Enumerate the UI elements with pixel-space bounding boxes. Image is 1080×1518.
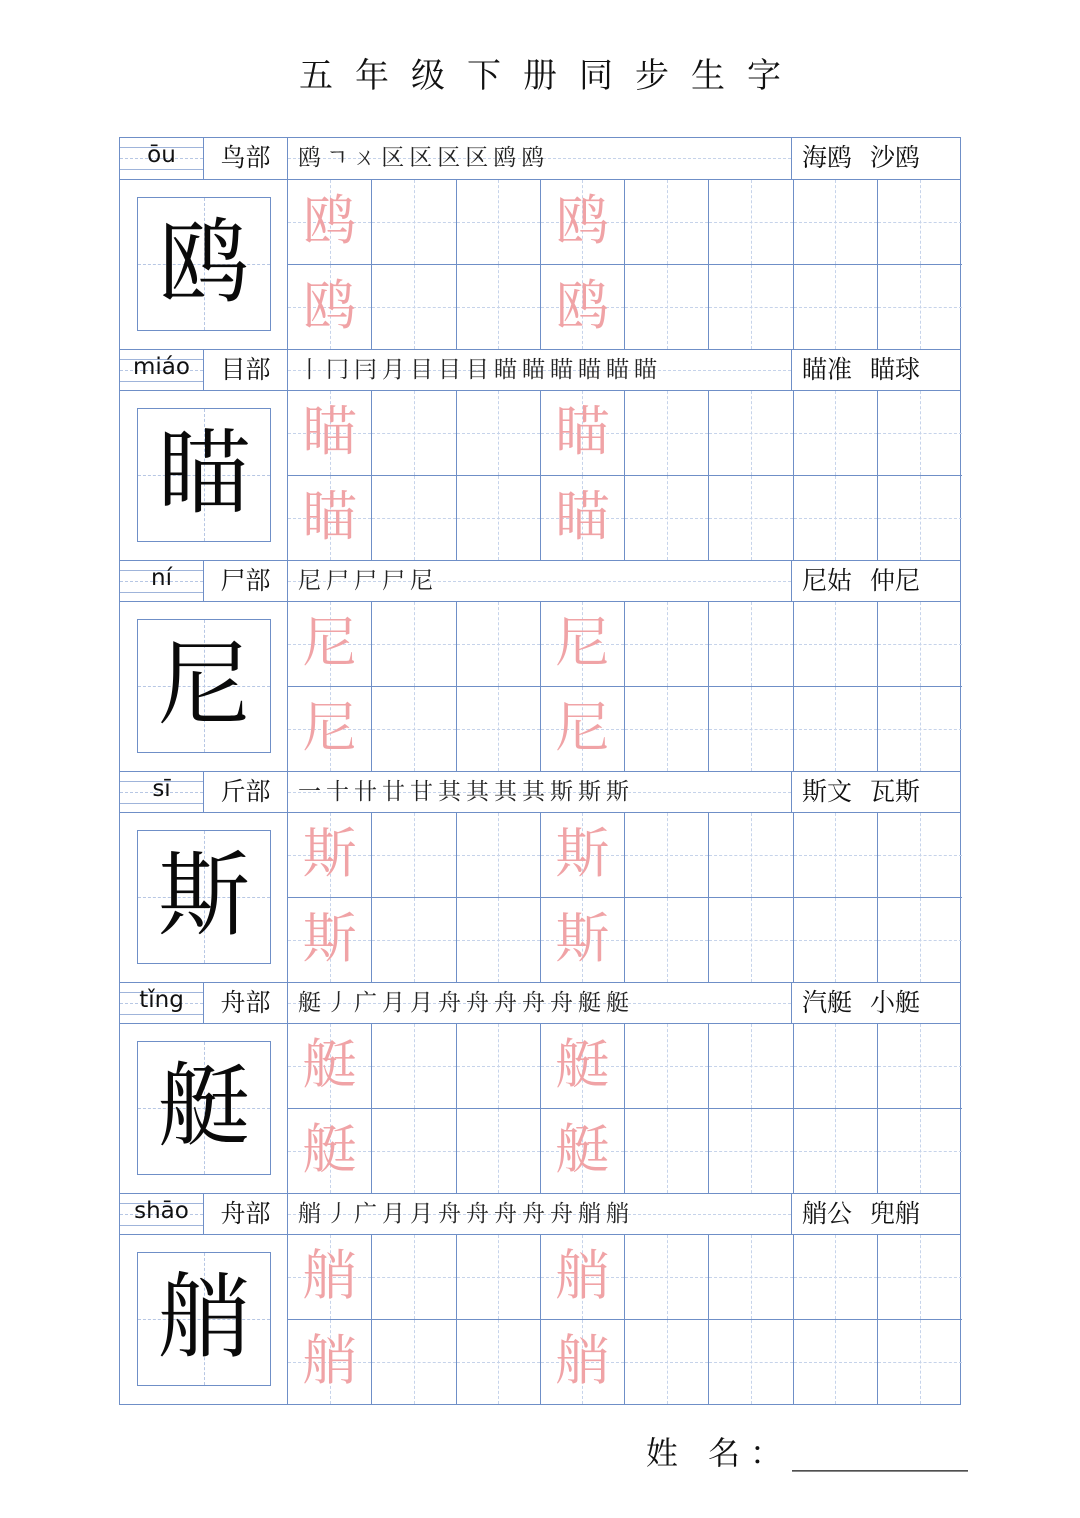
writing-cell[interactable] — [457, 476, 541, 561]
entry-header — [120, 771, 960, 813]
stroke-step: 月 — [410, 990, 433, 1016]
writing-cell[interactable] — [878, 180, 962, 265]
writing-cell[interactable] — [794, 180, 878, 265]
stroke-step: 艇 — [298, 990, 321, 1016]
trace-char: 艄 — [555, 1328, 610, 1392]
writing-cell[interactable] — [878, 265, 962, 350]
char-entry — [120, 1193, 960, 1404]
trace-char: 斯 — [302, 906, 357, 970]
model-char-cell — [120, 1235, 288, 1404]
example-word: 瓦斯 — [870, 777, 921, 806]
writing-cell[interactable] — [541, 180, 625, 265]
radical: 目部 — [204, 350, 288, 390]
writing-cell[interactable] — [372, 1024, 456, 1109]
stroke-step: 月 — [410, 1201, 433, 1227]
name-blank: ___________ — [792, 1434, 968, 1472]
stroke-step: 其 — [466, 779, 489, 805]
writing-cell[interactable] — [457, 1109, 541, 1194]
model-char: 瞄 — [157, 420, 250, 527]
stroke-step: 舟 — [494, 1201, 517, 1227]
writing-cell[interactable] — [288, 391, 372, 476]
example-word: 艄公 — [802, 1199, 853, 1228]
model-char-cell — [120, 391, 288, 560]
stroke-step: 月 — [382, 357, 405, 383]
writing-cell[interactable] — [372, 391, 456, 476]
stroke-step: 舟 — [522, 1201, 545, 1227]
writing-cell[interactable] — [794, 391, 878, 476]
writing-cell[interactable] — [372, 476, 456, 561]
stroke-step: 艇 — [578, 990, 601, 1016]
stroke-step: 斯 — [606, 779, 629, 805]
entry-header — [120, 982, 960, 1024]
stroke-step: 瞄 — [522, 357, 545, 383]
writing-cell[interactable] — [709, 476, 793, 561]
model-char-box — [137, 1041, 271, 1175]
writing-cell[interactable] — [372, 602, 456, 687]
writing-cell[interactable] — [372, 1320, 456, 1405]
writing-cell[interactable] — [878, 1320, 962, 1405]
stroke-step: ㄨ — [353, 145, 377, 171]
writing-cell[interactable] — [288, 602, 372, 687]
entry-header — [120, 560, 960, 602]
pinyin-cell — [120, 1194, 204, 1234]
writing-cell[interactable] — [794, 265, 878, 350]
writing-cell[interactable] — [709, 687, 793, 772]
writing-cell[interactable] — [457, 1235, 541, 1320]
pinyin: shāo — [134, 1198, 189, 1224]
writing-cell[interactable] — [541, 1109, 625, 1194]
model-char-box — [137, 619, 271, 753]
writing-cell[interactable] — [288, 813, 372, 898]
stroke-step: 斯 — [550, 779, 573, 805]
writing-cell[interactable] — [541, 476, 625, 561]
pinyin-cell — [120, 772, 204, 812]
pinyin-cell — [120, 350, 204, 390]
stroke-step: 瞄 — [606, 357, 629, 383]
stroke-step: 艄 — [298, 1201, 321, 1227]
pinyin: miáo — [133, 354, 190, 380]
writing-cell[interactable] — [457, 391, 541, 476]
example-word: 瞄球 — [870, 355, 921, 384]
trace-char: 艇 — [302, 1033, 357, 1096]
stroke-step: 尼 — [298, 568, 321, 594]
writing-cell[interactable] — [625, 813, 709, 898]
radical: 尸部 — [204, 561, 288, 601]
model-char-cell — [120, 813, 288, 982]
stroke-step: 目 — [438, 357, 461, 383]
writing-cell[interactable] — [709, 1235, 793, 1320]
writing-cell[interactable] — [457, 1320, 541, 1405]
stroke-step: 丨 — [298, 357, 321, 383]
stroke-step: 广 — [354, 1201, 377, 1227]
stroke-step: 舟 — [438, 990, 461, 1016]
writing-cell[interactable] — [878, 602, 962, 687]
practice-sheet — [119, 137, 961, 1405]
writing-cell[interactable] — [625, 687, 709, 772]
stroke-order — [288, 138, 792, 179]
writing-cell[interactable] — [541, 813, 625, 898]
model-char-cell — [120, 180, 288, 349]
writing-cell[interactable] — [794, 1024, 878, 1109]
writing-cell[interactable] — [625, 1024, 709, 1109]
writing-cell[interactable] — [709, 1024, 793, 1109]
stroke-step: 区 — [437, 145, 461, 171]
writing-cell[interactable] — [457, 1024, 541, 1109]
stroke-step: 鸥 — [298, 145, 321, 171]
stroke-step: 瞄 — [550, 357, 573, 383]
writing-cell[interactable] — [709, 602, 793, 687]
writing-cell[interactable] — [288, 1320, 372, 1405]
writing-cell[interactable] — [878, 898, 962, 983]
trace-char: 艇 — [555, 1117, 610, 1181]
trace-char: 斯 — [555, 906, 610, 970]
writing-cell[interactable] — [625, 602, 709, 687]
writing-cell[interactable] — [541, 1024, 625, 1109]
stroke-step: 尸 — [354, 568, 377, 594]
writing-cell[interactable] — [541, 265, 625, 350]
stroke-step: 区 — [409, 145, 433, 171]
writing-cell[interactable] — [709, 391, 793, 476]
trace-char: 艄 — [302, 1244, 357, 1307]
pinyin: ní — [151, 565, 172, 591]
practice-grid — [288, 813, 962, 982]
example-word: 斯文 — [802, 777, 853, 806]
radical: 斤部 — [204, 772, 288, 812]
trace-char: 鸥 — [302, 273, 357, 337]
stroke-step: 甘 — [410, 779, 433, 805]
practice-grid — [288, 602, 962, 771]
writing-cell[interactable] — [541, 1235, 625, 1320]
stroke-step: 瞄 — [578, 357, 601, 383]
trace-char: 鸥 — [302, 189, 357, 252]
stroke-step: 其 — [438, 779, 461, 805]
writing-cell[interactable] — [709, 265, 793, 350]
trace-char: 鸥 — [555, 189, 610, 252]
char-entry — [120, 349, 960, 560]
example-word: 瞄准 — [802, 355, 853, 384]
stroke-step: 艄 — [578, 1201, 601, 1227]
writing-cell[interactable] — [288, 1024, 372, 1109]
stroke-step: 艇 — [606, 990, 629, 1016]
example-word: 沙鸥 — [870, 143, 921, 172]
trace-char: 尼 — [302, 695, 357, 759]
stroke-step: 目 — [410, 357, 433, 383]
char-entry — [120, 771, 960, 982]
example-words — [792, 772, 962, 812]
stroke-step: 冃 — [354, 357, 377, 383]
stroke-step: 尸 — [326, 568, 349, 594]
trace-char: 尼 — [555, 611, 610, 674]
name-label: 姓 名： — [645, 1434, 792, 1472]
entry-header — [120, 138, 960, 180]
writing-cell[interactable] — [372, 1109, 456, 1194]
stroke-step: 丿 — [326, 990, 349, 1016]
trace-char: 瞄 — [302, 484, 357, 548]
stroke-step: 冂 — [326, 357, 349, 383]
writing-cell[interactable] — [372, 898, 456, 983]
stroke-step: 舟 — [438, 1201, 461, 1227]
writing-cell[interactable] — [288, 476, 372, 561]
writing-cell[interactable] — [878, 1109, 962, 1194]
writing-cell[interactable] — [709, 1320, 793, 1405]
stroke-step: 舟 — [550, 990, 573, 1016]
writing-cell[interactable] — [288, 1235, 372, 1320]
stroke-step: 鸥 — [521, 145, 545, 171]
practice-grid — [288, 1024, 962, 1193]
char-entry — [120, 560, 960, 771]
stroke-step: 舟 — [550, 1201, 573, 1227]
writing-cell[interactable] — [794, 1320, 878, 1405]
stroke-step: 广 — [354, 990, 377, 1016]
writing-cell[interactable] — [541, 1320, 625, 1405]
writing-cell[interactable] — [372, 813, 456, 898]
stroke-step: 目 — [466, 357, 489, 383]
stroke-step: 瞄 — [634, 357, 657, 383]
trace-char: 艇 — [555, 1033, 610, 1096]
stroke-step: 十 — [326, 779, 349, 805]
example-words — [792, 138, 962, 179]
writing-cell[interactable] — [457, 180, 541, 265]
writing-cell[interactable] — [541, 602, 625, 687]
writing-cell[interactable] — [625, 898, 709, 983]
stroke-step: 丿 — [326, 1201, 349, 1227]
model-char-box — [137, 408, 271, 542]
writing-cell[interactable] — [794, 476, 878, 561]
char-entry — [120, 138, 960, 349]
stroke-step: 尸 — [382, 568, 405, 594]
stroke-step: 艄 — [606, 1201, 629, 1227]
model-char: 斯 — [157, 842, 250, 949]
writing-cell[interactable] — [625, 1320, 709, 1405]
writing-cell[interactable] — [794, 898, 878, 983]
writing-cell[interactable] — [709, 898, 793, 983]
writing-cell[interactable] — [878, 687, 962, 772]
entry-header — [120, 349, 960, 391]
stroke-step: 月 — [382, 990, 405, 1016]
model-char-cell — [120, 602, 288, 771]
writing-cell[interactable] — [288, 1109, 372, 1194]
stroke-step: 舟 — [466, 1201, 489, 1227]
writing-cell[interactable] — [878, 391, 962, 476]
writing-cell[interactable] — [457, 898, 541, 983]
example-word: 海鸥 — [802, 143, 853, 172]
model-char: 艄 — [157, 1264, 250, 1371]
trace-char: 尼 — [302, 611, 357, 674]
trace-char: 鸥 — [555, 273, 610, 337]
writing-cell[interactable] — [457, 687, 541, 772]
example-word: 仲尼 — [870, 566, 921, 595]
writing-cell[interactable] — [457, 265, 541, 350]
trace-char: 尼 — [555, 695, 610, 759]
writing-cell[interactable] — [794, 1235, 878, 1320]
trace-char: 艄 — [302, 1328, 357, 1392]
writing-cell[interactable] — [794, 1109, 878, 1194]
writing-cell[interactable] — [372, 180, 456, 265]
model-char-box — [137, 197, 271, 331]
example-word: 兜艄 — [870, 1199, 921, 1228]
name-field — [646, 1428, 968, 1474]
stroke-step: ㄱ — [326, 145, 349, 171]
writing-cell[interactable] — [625, 1235, 709, 1320]
radical: 舟部 — [204, 1194, 288, 1234]
model-char: 鸥 — [157, 209, 250, 316]
trace-char: 瞄 — [555, 400, 610, 463]
pinyin-cell — [120, 561, 204, 601]
example-word: 尼姑 — [802, 566, 853, 595]
writing-cell[interactable] — [625, 391, 709, 476]
stroke-step: 一 — [298, 779, 321, 805]
writing-cell[interactable] — [457, 813, 541, 898]
example-words — [792, 1194, 962, 1234]
radical: 舟部 — [204, 983, 288, 1023]
model-char-box — [137, 830, 271, 964]
writing-cell[interactable] — [372, 265, 456, 350]
writing-cell[interactable] — [878, 813, 962, 898]
model-char: 艇 — [157, 1053, 250, 1160]
writing-cell[interactable] — [541, 687, 625, 772]
stroke-order — [288, 983, 792, 1023]
writing-cell[interactable] — [541, 898, 625, 983]
writing-cell[interactable] — [794, 602, 878, 687]
trace-char: 艇 — [302, 1117, 357, 1181]
writing-cell[interactable] — [288, 687, 372, 772]
trace-char: 瞄 — [555, 484, 610, 548]
writing-cell[interactable] — [372, 1235, 456, 1320]
writing-cell[interactable] — [878, 1024, 962, 1109]
stroke-step: 尼 — [410, 568, 433, 594]
practice-grid — [288, 391, 962, 560]
model-char-cell — [120, 1024, 288, 1193]
writing-cell[interactable] — [878, 476, 962, 561]
stroke-step: 舟 — [494, 990, 517, 1016]
page-title: 五年级下册同步生字 — [299, 56, 803, 96]
stroke-step: 卄 — [354, 779, 377, 805]
stroke-order — [288, 1194, 792, 1234]
writing-cell[interactable] — [709, 180, 793, 265]
writing-cell[interactable] — [625, 476, 709, 561]
writing-cell[interactable] — [372, 687, 456, 772]
stroke-step: 区 — [465, 145, 489, 171]
trace-char: 瞄 — [302, 400, 357, 463]
stroke-order — [288, 772, 792, 812]
writing-cell[interactable] — [709, 813, 793, 898]
writing-cell[interactable] — [794, 813, 878, 898]
char-entry — [120, 982, 960, 1193]
stroke-step: 瞄 — [494, 357, 517, 383]
writing-cell[interactable] — [878, 1235, 962, 1320]
writing-cell[interactable] — [457, 602, 541, 687]
stroke-step: 舟 — [466, 990, 489, 1016]
pinyin: sī — [152, 776, 171, 802]
example-word: 小艇 — [870, 988, 921, 1017]
practice-grid — [288, 180, 962, 349]
model-char: 尼 — [157, 631, 250, 738]
stroke-step: 月 — [382, 1201, 405, 1227]
writing-cell[interactable] — [709, 1109, 793, 1194]
trace-char: 斯 — [555, 822, 610, 885]
trace-char: 斯 — [302, 822, 357, 885]
practice-grid — [288, 1235, 962, 1404]
writing-cell[interactable] — [625, 180, 709, 265]
writing-cell[interactable] — [794, 687, 878, 772]
writing-cell[interactable] — [541, 391, 625, 476]
radical: 鸟部 — [204, 138, 288, 179]
pinyin-cell — [120, 138, 204, 179]
stroke-order — [288, 350, 792, 390]
stroke-step: 区 — [381, 145, 405, 171]
writing-cell[interactable] — [288, 180, 372, 265]
stroke-step: 廿 — [382, 779, 405, 805]
example-words — [792, 350, 962, 390]
example-words — [792, 983, 962, 1023]
trace-char: 艄 — [555, 1244, 610, 1307]
entry-header — [120, 1193, 960, 1235]
writing-cell[interactable] — [625, 265, 709, 350]
stroke-step: 舟 — [522, 990, 545, 1016]
writing-cell[interactable] — [288, 898, 372, 983]
writing-cell[interactable] — [288, 265, 372, 350]
pinyin-cell — [120, 983, 204, 1023]
stroke-step: 其 — [522, 779, 545, 805]
stroke-step: 其 — [494, 779, 517, 805]
writing-cell[interactable] — [625, 1109, 709, 1194]
stroke-step: 斯 — [578, 779, 601, 805]
stroke-order — [288, 561, 792, 601]
example-word: 汽艇 — [802, 988, 853, 1017]
stroke-step: 鸥 — [493, 145, 517, 171]
example-words — [792, 561, 962, 601]
pinyin: ōu — [147, 142, 176, 168]
model-char-box — [137, 1252, 271, 1386]
pinyin: tǐng — [139, 987, 184, 1013]
